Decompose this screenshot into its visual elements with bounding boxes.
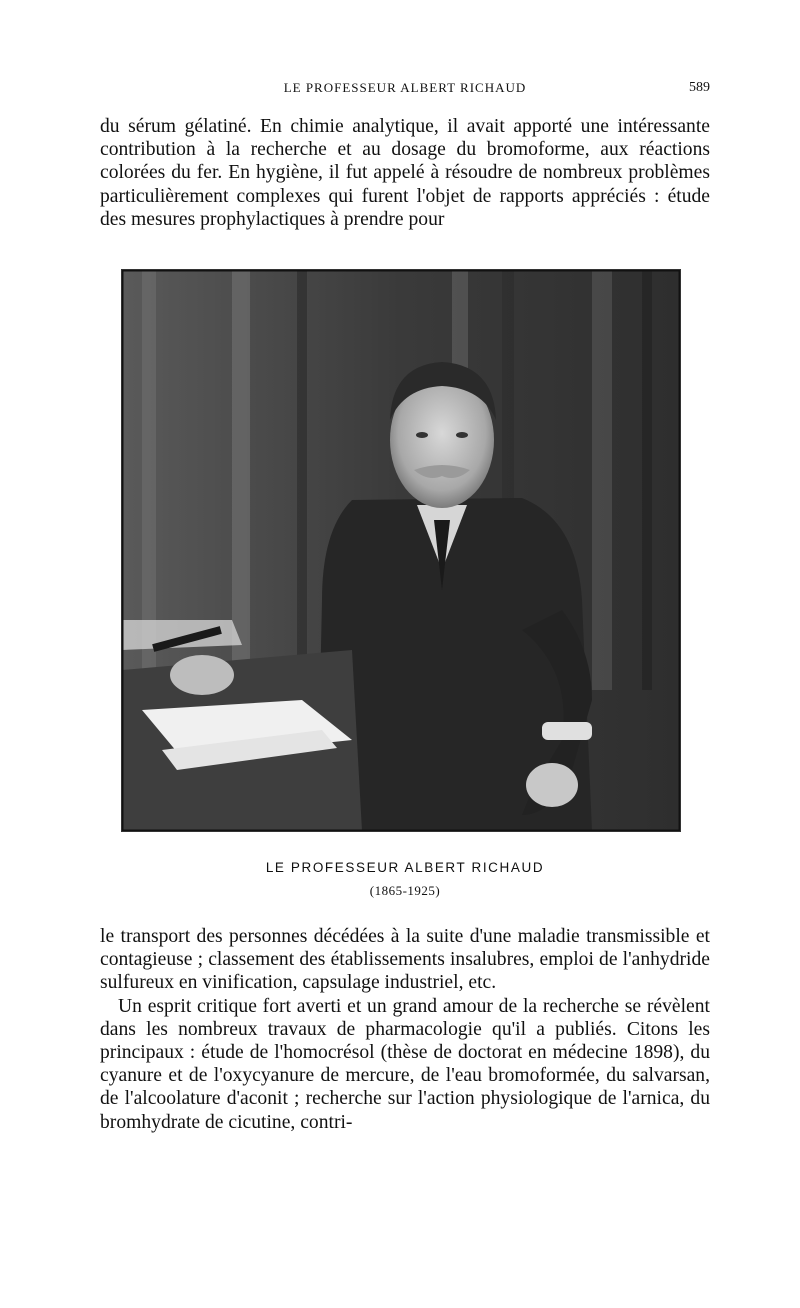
running-head: [100, 80, 710, 100]
page-number: 589: [689, 80, 710, 95]
body-paragraph-works: Un esprit critique fort averti et un grand amour de la recherche se révèlent dans les nombreux travaux de pharmacologie qu'il a publiés. Citons les principaux : étude de l'homocrésol (thèse de doctorat en médecine 1898), du cyanure et de l'oxycyanure de mercure, de l'eau bromoformée, du salvarsan, de l'alcoolature d'aconit ; recherche sur l'action physiologique de l'arnica, du bromhydrate de cicutine, contri-: [100, 995, 710, 1133]
portrait-illustration: [122, 270, 680, 831]
figure-caption-name: LE PROFESSEUR ALBERT RICHAUD: [265, 860, 545, 875]
figure-caption-dates: (1865-1925): [369, 883, 441, 898]
body-paragraph-continuation: le transport des personnes décédées à la suite d'une maladie transmissible et contagieuse ; classement des établissements insalubres, emploi de l'anhydride sulfureux en vinification, capsulage industriel, etc.: [100, 926, 710, 994]
running-title: LE PROFESSEUR ALBERT RICHAUD: [283, 80, 527, 95]
body-paragraph-top: du sérum gélatiné. En chimie analytique, il avait apporté une intéressante contribution à la recherche et au dosage du bromoforme, aux réactions colorées du fer. En hygiène, il fut appelé à résoudre de nombreux problèmes particulièrement complexes qui furent l'objet de rapports appréciés : étude des mesures prophylactiques à prendre pour: [100, 116, 710, 230]
portrait-photograph: [121, 269, 681, 832]
body-text-bottom: [100, 925, 710, 1134]
